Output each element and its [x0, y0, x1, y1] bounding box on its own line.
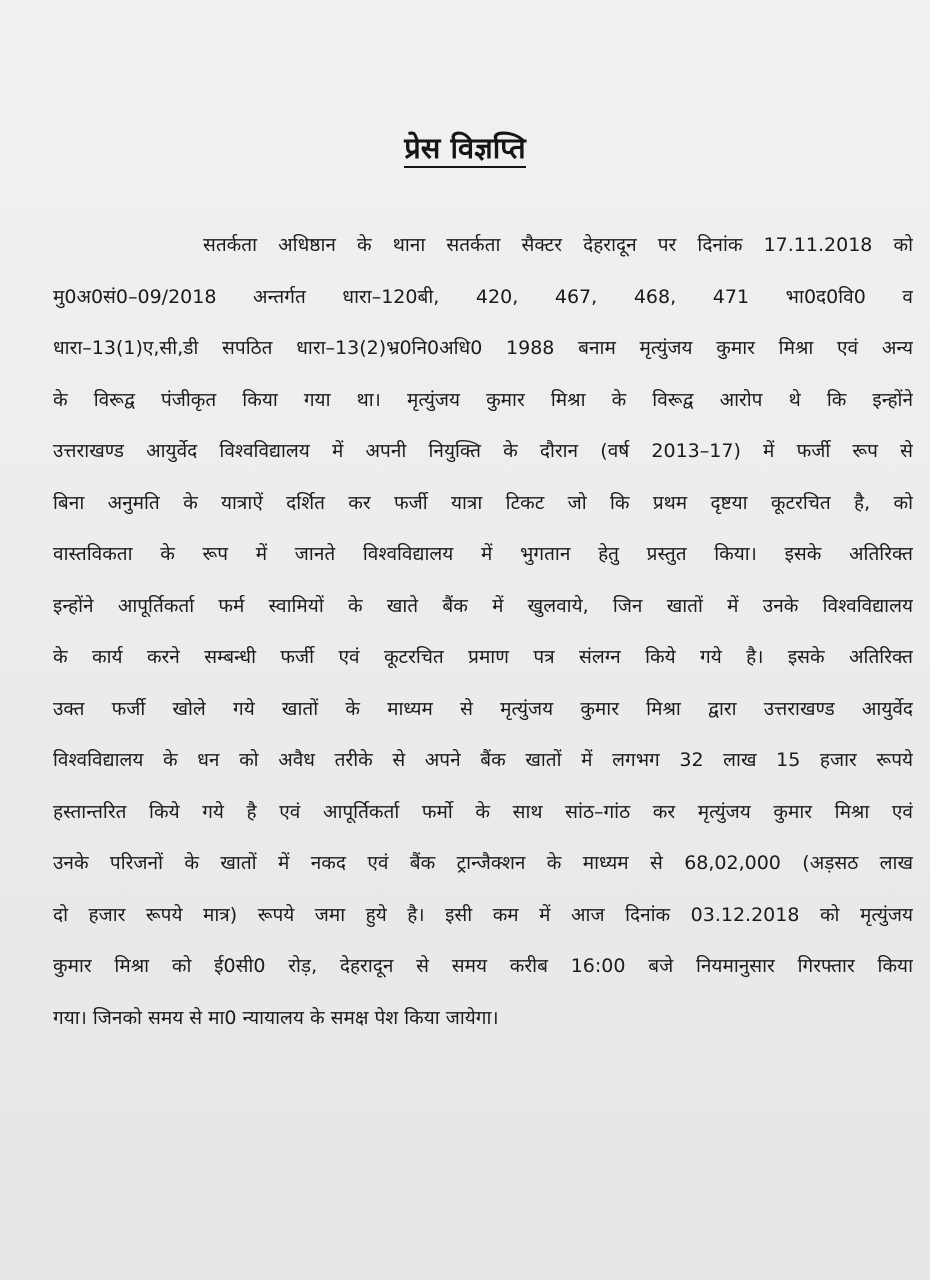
text-line: बिना अनुमति के यात्राऐं दर्शित कर फर्जी यात्रा टिकट जो कि प्रथम दृष्टया कूटरचित है, को [53, 491, 913, 514]
text-line: हस्तान्तरित किये गये है एवं आपूर्तिकर्ता फर्मो के साथ सांठ–गांठ कर मृत्युंजय कुमार मिश्रा एवं [53, 800, 913, 823]
document-title [0, 128, 930, 167]
text-line: उक्त फर्जी खोले गये खातों के माध्यम से मृत्युंजय कुमार मिश्रा द्वारा उत्तराखण्ड आयुर्वेद [53, 697, 913, 720]
text-line: वास्तविकता के रूप में जानते विश्वविद्यालय में भुगतान हेतु प्रस्तुत किया। इसके अतिरिक्त [53, 543, 913, 565]
text-line: कुमार मिश्रा को ई0सी0 रोड़, देहरादून से समय करीब 16:00 बजे नियमानुसार गिरफ्तार किया [53, 955, 913, 977]
text-line: के विरूद्व पंजीकृत किया गया था। मृत्युंजय कुमार मिश्रा के विरूद्व आरोप थे कि इन्होंने [53, 388, 913, 411]
text-line: के कार्य करने सम्बन्धी फर्जी एवं कूटरचित प्रमाण पत्र संलग्न किये गये है। इसके अतिरिक्त [53, 646, 913, 668]
text-line: उत्तराखण्ड आयुर्वेद विश्वविद्यालय में अपनी नियुक्ति के दौरान (वर्ष 2013–17) में फर्जी रूप से [53, 440, 913, 462]
text-line: मु0अ0सं0–09/2018 अन्तर्गत धारा–120बी, 420, 467, 468, 471 भा0द0वि0 व [53, 285, 913, 308]
text-line: इन्होंने आपूर्तिकर्ता फर्म स्वामियों के खाते बैंक में खुलवाये, जिन खातों में उनके विश्वविद्यालय [53, 594, 913, 617]
text-line: उनके परिजनों के खातों में नकद एवं बैंक ट्रान्जैक्शन के माध्यम से 68,02,000 (अड़सठ लाख [53, 852, 913, 874]
text-line: धारा–13(1)ए,सी,डी सपठित धारा–13(2)भ्र0नि0अधि0 1988 बनाम मृत्युंजय कुमार मिश्रा एवं अन्य [53, 337, 913, 359]
text-line: गया। जिनको समय से मा0 न्यायालय के समक्ष पेश किया जायेगा। [53, 1006, 499, 1029]
text-line: विश्वविद्यालय के धन को अवैध तरीके से अपने बैंक खातों में लगभग 32 लाख 15 हजार रूपये [53, 749, 913, 771]
text-line: दो हजार रूपये मात्र) रूपये जमा हुये है। इसी कम में आज दिनांक 03.12.2018 को मृत्युंजय [53, 903, 913, 926]
text-line: सतर्कता अधिष्ठान के थाना सतर्कता सैक्टर देहरादून पर दिनांक 17.11.2018 को [203, 234, 913, 256]
press-release-body [53, 220, 913, 1044]
document-title-text: प्रेस विज्ञप्ति [404, 131, 525, 168]
